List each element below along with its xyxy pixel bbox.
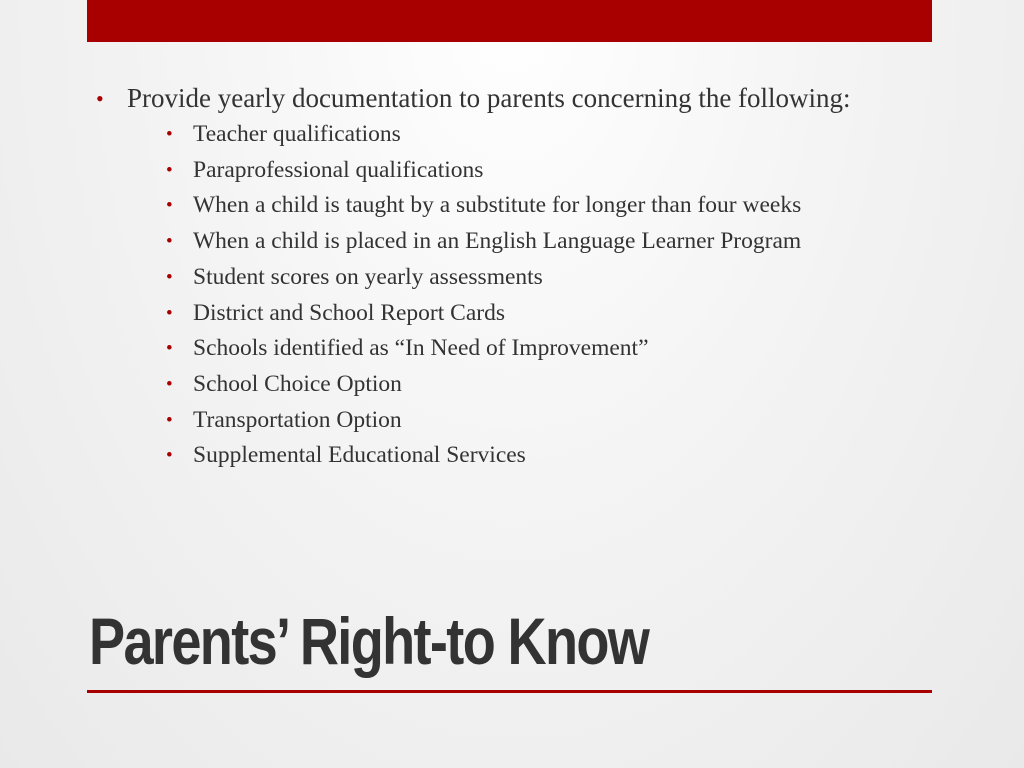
sub-bullet-item [166, 367, 916, 403]
sub-bullet-item [166, 224, 916, 260]
sub-bullet-text: School Choice Option [193, 370, 402, 397]
slide-body [96, 82, 916, 474]
sub-bullet-text: Supplemental Educational Services [193, 442, 526, 469]
title-underline [87, 690, 932, 693]
bullet-dot-icon: • [166, 231, 173, 253]
sub-bullet-text: Paraprofessional qualifications [193, 156, 484, 183]
bullet-dot-icon: • [166, 195, 173, 217]
sub-bullet-text: District and School Report Cards [193, 299, 505, 326]
sub-bullet-text: When a child is taught by a substitute for longer than four weeks [193, 192, 802, 219]
sub-bullet-item [166, 153, 916, 189]
main-bullet [96, 82, 916, 115]
sub-bullet-item [166, 438, 916, 474]
bullet-dot-icon: • [166, 445, 173, 467]
bullet-dot-icon: • [166, 338, 173, 360]
bullet-dot-icon: • [166, 124, 173, 145]
bullet-dot-icon: • [96, 86, 104, 111]
sub-bullet-item [166, 188, 916, 224]
sub-bullet-text: Transportation Option [193, 406, 402, 433]
bullet-dot-icon: • [166, 409, 173, 431]
sub-bullet-text: Teacher qualifications [193, 121, 401, 147]
bullet-dot-icon: • [166, 373, 173, 395]
sub-bullet-item [166, 403, 916, 439]
sub-bullet-text: When a child is placed in an English Language Learner Program [193, 228, 802, 255]
sub-bullet-text: Schools identified as “In Need of Improvement” [193, 335, 649, 362]
sub-bullet-item [166, 296, 916, 332]
sub-bullet-list [96, 117, 916, 474]
sub-bullet-item [166, 331, 916, 367]
slide-title: Parents’ Right-to Know [89, 604, 649, 678]
sub-bullet-item [166, 117, 916, 153]
sub-bullet-text: Student scores on yearly assessments [193, 263, 543, 290]
main-bullet-text: Provide yearly documentation to parents concerning the following: [127, 83, 851, 113]
top-accent-bar [87, 0, 932, 42]
bullet-dot-icon: • [166, 159, 173, 181]
bullet-dot-icon: • [166, 302, 173, 324]
bullet-dot-icon: • [166, 266, 173, 288]
sub-bullet-item [166, 260, 916, 296]
